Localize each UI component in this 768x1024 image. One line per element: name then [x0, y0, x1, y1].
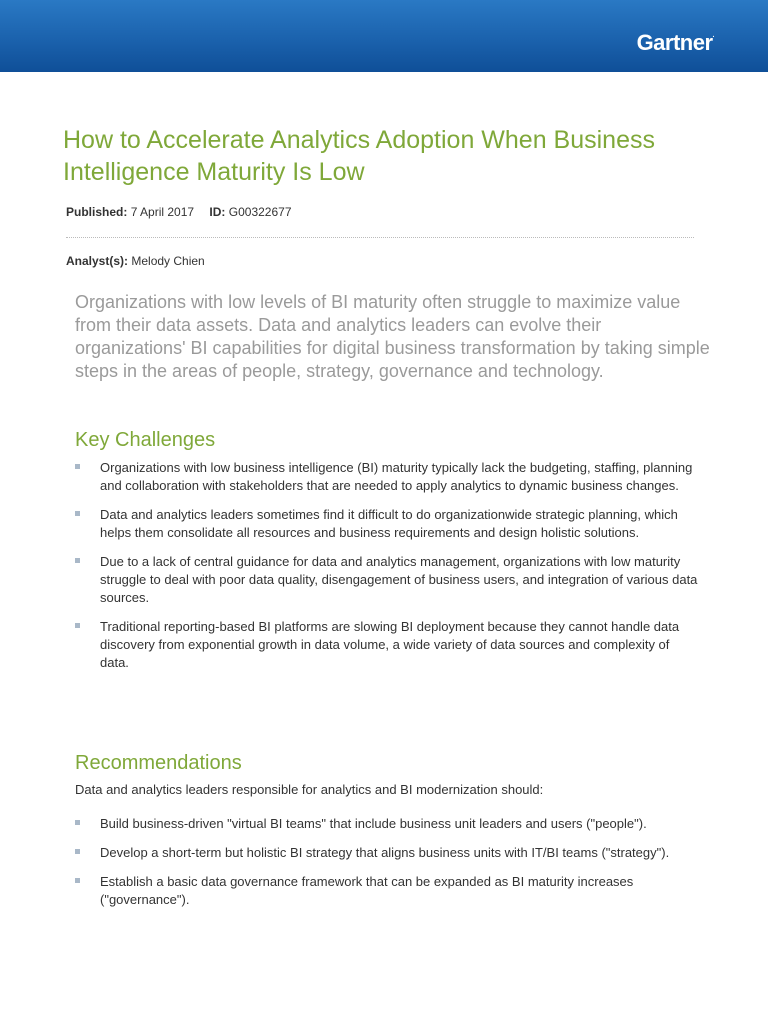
list-item-text: Data and analytics leaders sometimes find it difficult to do organizationwide strategic planning, which helps them consolidate all resources and business requirements and design holistic solutions.: [100, 507, 678, 540]
list-item: [75, 815, 700, 833]
id-label: ID:: [209, 205, 226, 219]
analyst-line: [66, 254, 205, 268]
bullet-square-icon: [75, 623, 80, 628]
list-item-text: Organizations with low business intelligence (BI) maturity typically lack the budgeting, staffing, planning and collaboration with stakeholders that are needed to apply analytics to dynamic business changes.: [100, 460, 693, 493]
recommendations-list: [75, 815, 700, 920]
logo-mark: .: [712, 32, 714, 39]
key-challenges-heading: Key Challenges: [75, 429, 216, 451]
list-item: [75, 506, 700, 542]
logo-text: Gartner: [636, 30, 713, 55]
analyst-label: Analyst(s):: [66, 254, 129, 268]
published-label: Published:: [66, 205, 128, 219]
header-banner: [0, 0, 768, 72]
list-item-text: Develop a short-term but holistic BI strategy that aligns business units with IT/BI teams ("strategy").: [100, 845, 670, 860]
list-item-text: Due to a lack of central guidance for data and analytics management, organizations with low maturity struggle to deal with poor data quality, disengagement of business users, and integration of various data sources.: [100, 554, 698, 605]
list-item-text: Build business-driven "virtual BI teams" that include business unit leaders and users ("people").: [100, 816, 647, 831]
list-item: [75, 618, 700, 672]
published-date: 7 April 2017: [130, 205, 195, 219]
analyst-name: Melody Chien: [131, 254, 205, 268]
list-item: [75, 873, 700, 909]
gartner-logo: [637, 30, 714, 56]
document-summary: Organizations with low levels of BI maturity often struggle to maximize value from their data assets. Data and analytics leaders can evolve their organizations' BI capabilities for digital business transformation by taking simple steps in the areas of people, strategy, governance and technology.: [75, 292, 710, 381]
bullet-square-icon: [75, 849, 80, 854]
recommendations-heading: Recommendations: [75, 752, 242, 774]
bullet-square-icon: [75, 464, 80, 469]
bullet-square-icon: [75, 820, 80, 825]
list-item: [75, 553, 700, 607]
bullet-square-icon: [75, 878, 80, 883]
document-title: How to Accelerate Analytics Adoption When Business Intelligence Maturity Is Low: [63, 126, 655, 186]
list-item-text: Establish a basic data governance framework that can be expanded as BI maturity increases ("governance").: [100, 874, 634, 907]
list-item-text: Traditional reporting-based BI platforms are slowing BI deployment because they cannot handle data discovery from exponential growth in data volume, a wide variety of data sources and complexity of data.: [100, 619, 680, 670]
meta-divider: [66, 237, 694, 238]
key-challenges-list: [75, 459, 700, 683]
list-item: [75, 459, 700, 495]
publication-meta: [66, 205, 292, 219]
document-id: G00322677: [228, 205, 292, 219]
bullet-square-icon: [75, 511, 80, 516]
recommendations-intro: Data and analytics leaders responsible for analytics and BI modernization should:: [75, 782, 544, 797]
bullet-square-icon: [75, 558, 80, 563]
list-item: [75, 844, 700, 862]
